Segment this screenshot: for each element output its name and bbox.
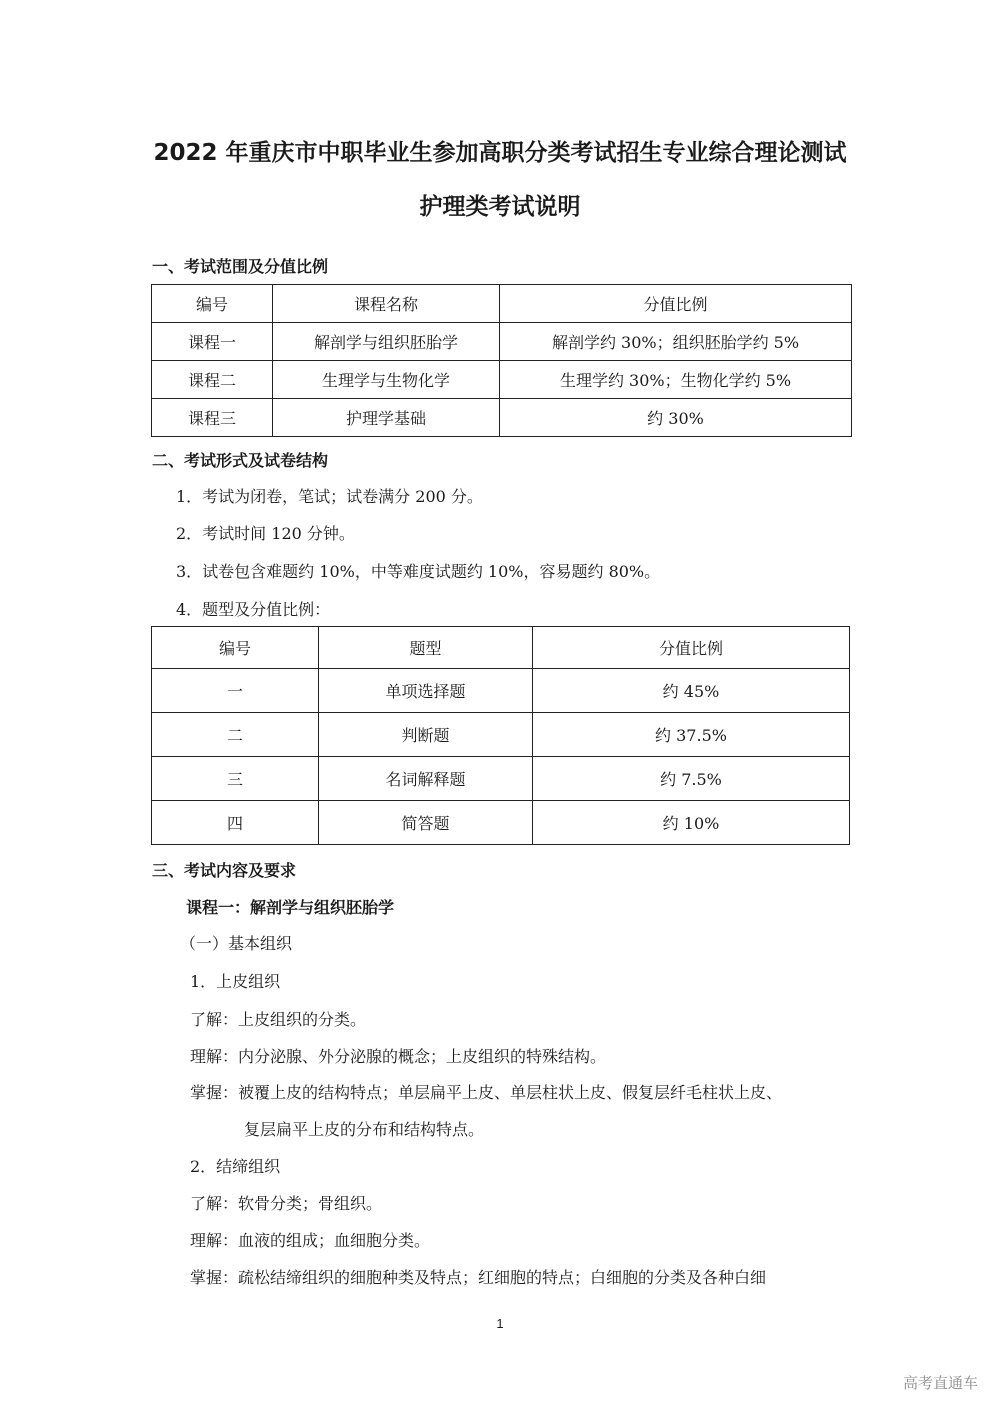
section-heading: 二、考试形式及试卷结构 [152,451,329,470]
content-line: 掌握：疏松结缔组织的细胞种类及特点；红细胞的特点；白细胞的分类及各种白细 [190,1268,767,1287]
table-cell: 四 [152,801,319,845]
watermark: 高考直通车 [902,1374,978,1392]
table-row [152,361,852,399]
content-line: 掌握：被覆上皮的结构特点；单层扁平上皮、单层柱状上皮、假复层纤毛柱状上皮、 [190,1083,783,1102]
table-cell: 课程一 [152,323,273,361]
course-score-table [151,284,852,437]
table-cell: 约 37.5% [533,713,850,757]
table-cell: 课程二 [152,361,273,399]
sub-heading: （一）基本组织 [180,934,293,953]
table-cell: 三 [152,757,319,801]
page-number: 1 [496,1316,504,1331]
list-item: 1．考试为闭卷，笔试；试卷满分 200 分。 [176,487,483,506]
table-row [152,399,852,437]
table-cell: 约 10% [533,801,850,845]
table-cell: 护理学基础 [273,399,500,437]
table-cell: 单项选择题 [319,669,533,713]
topic-heading: 1．上皮组织 [190,972,281,991]
table-header-cell: 分值比例 [500,285,852,323]
table-cell: 约 45% [533,669,850,713]
table-header-cell: 课程名称 [273,285,500,323]
table-header-cell: 编号 [152,285,273,323]
table-cell: 二 [152,713,319,757]
list-item: 4．题型及分值比例： [176,600,331,619]
table-cell: 生理学与生物化学 [273,361,500,399]
course-title: 课程一：解剖学与组织胚胎学 [186,898,395,917]
table-cell: 解剖学与组织胚胎学 [273,323,500,361]
table-cell: 一 [152,669,319,713]
content-line: 了解：软骨分类；骨组织。 [190,1194,383,1213]
table-cell: 生理学约 30%；生物化学约 5% [500,361,852,399]
table-cell: 简答题 [319,801,533,845]
section-heading: 一、考试范围及分值比例 [152,257,329,276]
question-type-table [151,626,850,845]
table-cell: 名词解释题 [319,757,533,801]
topic-heading: 2．结缔组织 [190,1157,281,1176]
table-cell: 解剖学约 30%；组织胚胎学约 5% [500,323,852,361]
table-header-cell: 分值比例 [533,627,850,669]
table-cell: 课程三 [152,399,273,437]
table-header-row [152,285,852,323]
document-title: 2022 年重庆市中职毕业生参加高职分类考试招生专业综合理论测试 [153,140,847,166]
table-cell: 约 30% [500,399,852,437]
content-line: 了解：上皮组织的分类。 [190,1010,367,1029]
table-row [152,713,850,757]
table-cell: 约 7.5% [533,757,850,801]
table-row [152,757,850,801]
table-row [152,801,850,845]
content-line: 复层扁平上皮的分布和结构特点。 [244,1120,485,1139]
table-row [152,669,850,713]
table-header-row [152,627,850,669]
list-item: 2．考试时间 120 分钟。 [176,524,355,543]
document-subtitle: 护理类考试说明 [419,194,581,220]
table-header-cell: 编号 [152,627,319,669]
content-line: 理解：血液的组成；血细胞分类。 [190,1231,431,1250]
table-cell: 判断题 [319,713,533,757]
table-row [152,323,852,361]
content-line: 理解：内分泌腺、外分泌腺的概念；上皮组织的特殊结构。 [190,1047,607,1066]
section-heading: 三、考试内容及要求 [152,861,297,880]
table-header-cell: 题型 [319,627,533,669]
list-item: 3．试卷包含难题约 10%，中等难度试题约 10%，容易题约 80%。 [176,562,661,581]
